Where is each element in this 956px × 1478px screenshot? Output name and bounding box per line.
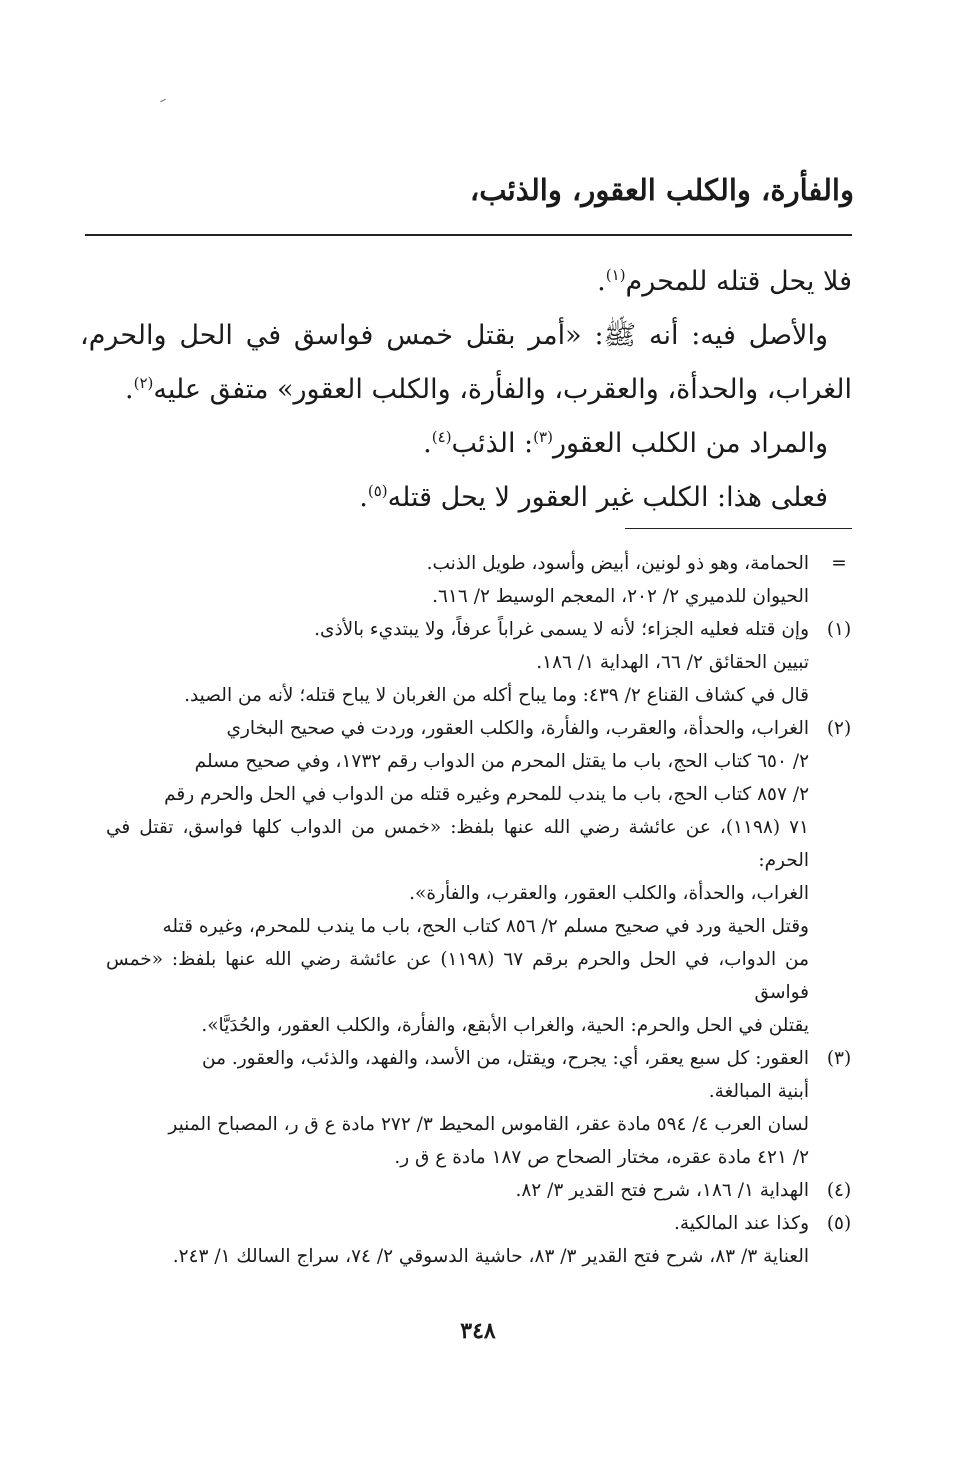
footnote-number: (٥) xyxy=(826,1213,852,1234)
paragraph-end: . xyxy=(125,374,134,405)
footnote-line: تبيين الحقائق ٢/ ٦٦، الهداية ١/ ١٨٦. xyxy=(536,652,809,673)
footnote-line: الحمامة، وهو ذو لونين، أبيض وأسود، طويل الذنب. xyxy=(426,553,809,574)
footnote-line: ٢/ ٤٢١ مادة عقره، مختار الصحاح ص ١٨٧ مادة ع ق ر. xyxy=(394,1147,809,1168)
footnote-line: الغراب، والحدأة، والكلب العقور، والعقرب، والفأرة». xyxy=(409,883,809,904)
footnote-rule xyxy=(625,528,852,529)
scan-mark xyxy=(160,99,166,102)
footnote-4 xyxy=(106,1174,851,1207)
paragraph-text: فعلى هذا: الكلب غير العقور لا يحل قتله xyxy=(387,482,828,513)
footnote-line: الحيوان للدميري ٢/ ٢٠٢، المعجم الوسيط ٢/ ٦١٦. xyxy=(432,586,809,607)
footnote-line: لسان العرب ٤/ ٥٩٤ مادة عقر، القاموس المحيط ٣/ ٢٧٢ مادة ع ق ر، المصباح المنير xyxy=(168,1114,809,1135)
footnote-line: ٢/ ٨٥٧ كتاب الحج، باب ما يندب للمحرم وغيره قتله من الدواب في الحل والحرم رقم xyxy=(164,784,809,805)
footnote-line: وقتل الحية ورد في صحيح مسلم ٢/ ٨٥٦ كتاب الحج، باب ما يندب للمحرم، وغيره قتله xyxy=(162,916,809,937)
footnote-line: الهداية ١/ ١٨٦، شرح فتح القدير ٣/ ٨٢. xyxy=(515,1180,809,1201)
main-text xyxy=(80,255,852,525)
footnote-line: وكذا عند المالكية. xyxy=(673,1213,809,1234)
footnote-line: ٢/ ٦٥٠ كتاب الحج، باب ما يقتل المحرم من الدواب رقم ١٧٣٢، وفي صحيح مسلم xyxy=(194,751,809,772)
footnote-line: ٧١ (١١٩٨)، عن عائشة رضي الله عنها بلفظ: «خمس من الدواب كلها فواسق، تقتل في الحرم: xyxy=(106,817,809,871)
footnote-ref: (٣) xyxy=(533,428,553,446)
footnote-number: (١) xyxy=(826,619,852,640)
footnote-line: من الدواب، في الحل والحرم برقم ٦٧ (١١٩٨) عن عائشة رضي الله عنها بلفظ: «خمس فواسق xyxy=(106,949,809,1003)
footnote-ref: (٥) xyxy=(367,482,388,500)
footnote-1 xyxy=(106,613,851,712)
paragraph-text: : الذئب xyxy=(451,428,534,459)
footnote-continuation xyxy=(106,547,851,613)
main-paragraph-3 xyxy=(80,417,852,471)
continuation-marker: = xyxy=(831,553,847,574)
paragraph-end: . xyxy=(423,428,432,459)
header-rule xyxy=(85,234,852,236)
paragraph-text: فلا يحل قتله للمحرم xyxy=(625,266,852,297)
main-paragraph-1 xyxy=(80,255,852,309)
footnote-line: وإن قتله فعليه الجزاء؛ لأنه لا يسمى غراباً عرفاً، ولا يبتديء بالأذى. xyxy=(314,619,809,640)
footnote-line: قال في كشاف القناع ٢/ ٤٣٩: وما يباح أكله من الغربان لا يباح قتله؛ لأنه من الصيد. xyxy=(184,685,809,706)
paragraph-end: . xyxy=(597,266,606,297)
footnote-number: (٢) xyxy=(826,718,852,739)
main-paragraph-2 xyxy=(80,309,852,417)
footnote-2 xyxy=(106,712,851,1042)
footnote-line: العناية ٣/ ٨٣، شرح فتح القدير ٣/ ٨٣، حاشية الدسوقي ٢/ ٧٤، سراج السالك ١/ ٢٤٣. xyxy=(172,1246,809,1267)
footnote-line: أبنية المبالغة. xyxy=(708,1081,809,1102)
footnote-line: يقتلن في الحل والحرم: الحية، والغراب الأبقع، والفأرة، والكلب العقور، والحُدَيَّا». xyxy=(201,1015,809,1036)
footnote-ref: (١) xyxy=(605,266,626,284)
paragraph-text: والمراد من الكلب العقور xyxy=(552,428,828,459)
footnotes xyxy=(106,547,851,1273)
footnote-5 xyxy=(106,1207,851,1273)
footnote-ref: (٢) xyxy=(133,374,154,392)
footnote-number: (٤) xyxy=(826,1180,852,1201)
running-header: والفأرة، والكلب العقور، والذئب، xyxy=(469,173,854,207)
footnote-number: (٣) xyxy=(826,1048,852,1069)
paragraph-end: . xyxy=(359,482,368,513)
main-paragraph-4 xyxy=(80,471,852,525)
page-number: ٣٤٨ xyxy=(460,1318,496,1344)
paragraph-text: والأصل فيه: أنه ﷺ: «أمر بقتل خمس فواسق في الحل والحرم، الغراب، والحدأة، والعقرب، والفأرة، والكلب العقور» متفق عليه xyxy=(80,320,852,405)
footnote-line: العقور: كل سبع يعقر، أي: يجرح، ويقتل، من الأسد، والفهد، والذئب، والعقور. من xyxy=(202,1048,809,1069)
footnote-line: الغراب، والحدأة، والعقرب، والفأرة، والكلب العقور، وردت في صحيح البخاري xyxy=(226,718,809,739)
footnote-3 xyxy=(106,1042,851,1174)
footnote-ref: (٤) xyxy=(431,428,452,446)
